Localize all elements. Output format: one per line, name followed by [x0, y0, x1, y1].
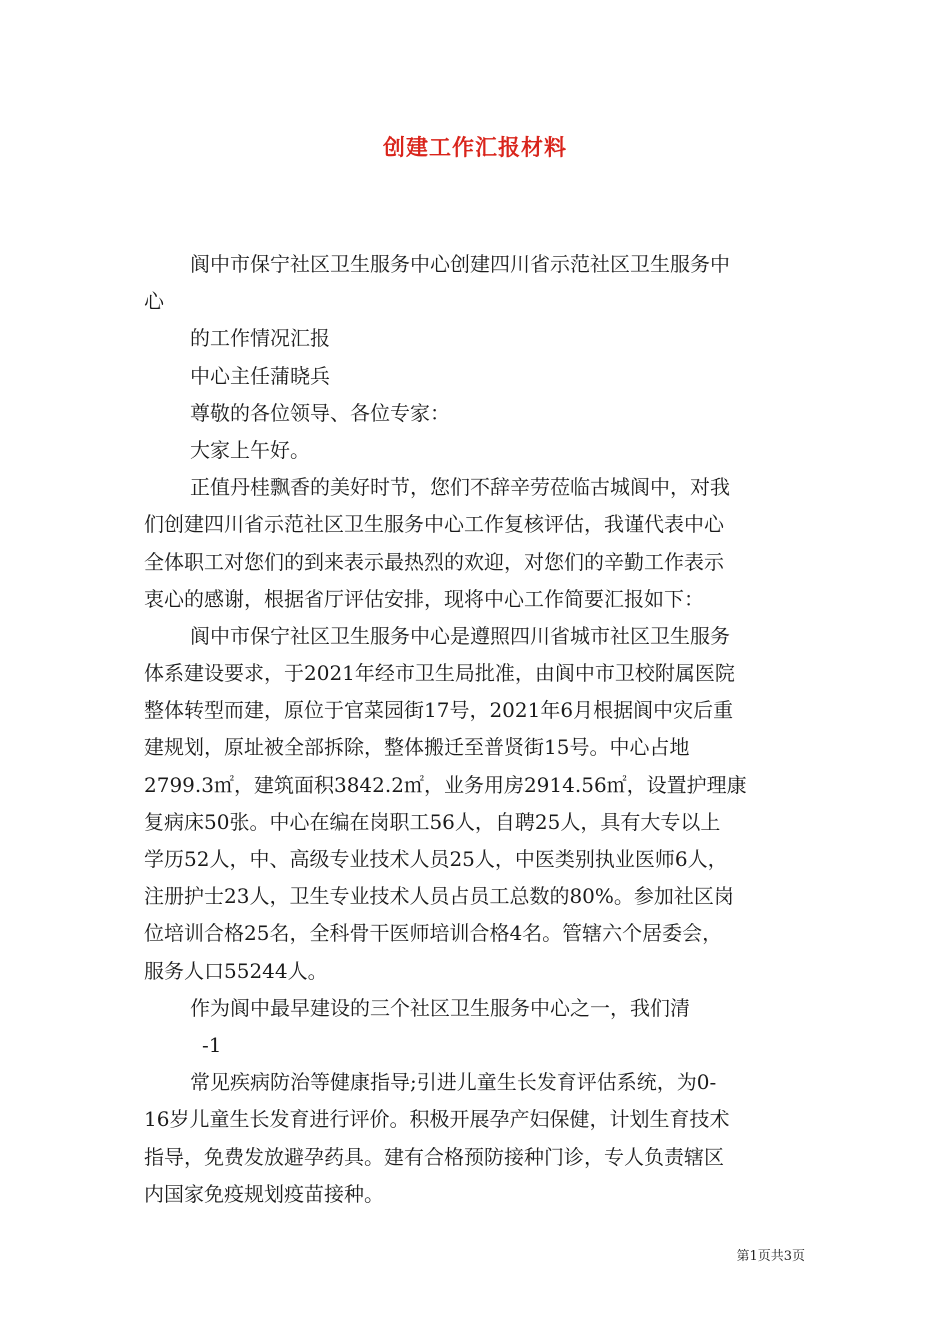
- text-line: 复病床50张。中心在编在岗职工56人，自聘25人，具有大专以上: [144, 809, 721, 834]
- page-marker: -1: [202, 1032, 222, 1057]
- text-line: 衷心的感谢，根据省厅评估安排，现将中心工作简要汇报如下：: [144, 586, 704, 611]
- text-line: 心: [144, 289, 164, 314]
- text-line: 指导，免费发放避孕药具。建有合格预防接种门诊，专人负责辖区: [144, 1144, 724, 1169]
- text-line: 常见疾病防治等健康指导;引进儿童生长发育评估系统，为0-: [190, 1070, 717, 1095]
- text-line: 的工作情况汇报: [190, 326, 330, 351]
- text-line: 尊敬的各位领导、各位专家：: [190, 400, 450, 425]
- text-line: 阆中市保宁社区卫生服务中心创建四川省示范社区卫生服务中: [190, 252, 730, 276]
- document-body: [144, 246, 814, 1213]
- text-line: 整体转型而建，原位于官菜园街17号，2021年6月根据阆中灾后重: [144, 698, 734, 723]
- text-line: 16岁儿童生长发育进行评价。积极开展孕产妇保健，计划生育技术: [144, 1107, 730, 1132]
- text-line: 学历52人，中、高级专业技术人员25人，中医类别执业医师6人，: [144, 847, 728, 871]
- text-line: 大家上午好。: [190, 437, 310, 462]
- text-line: 中心主任蒲晓兵: [190, 363, 330, 388]
- page-indicator: 第1页共3页: [736, 1249, 805, 1264]
- text-line: 服务人口55244人。: [144, 958, 328, 983]
- text-line: 正值丹桂飘香的美好时节，您们不辞辛劳莅临古城阆中，对我: [190, 475, 730, 500]
- text-line: 建规划，原址被全部拆除，整体搬迁至普贤街15号。中心占地: [144, 735, 690, 760]
- text-line: 内国家免疫规划疫苗接种。: [144, 1181, 384, 1206]
- text-line: 作为阆中最早建设的三个社区卫生服务中心之一，我们清: [190, 995, 690, 1020]
- text-line: 阆中市保宁社区卫生服务中心是遵照四川省城市社区卫生服务: [190, 623, 730, 648]
- text-line: 体系建设要求，于2021年经市卫生局批准，由阆中市卫校附属医院: [144, 661, 735, 686]
- text-line: 2799.3㎡，建筑面积3842.2㎡，业务用房2914.56㎡，设置护理康: [144, 772, 747, 797]
- document-title: 创建工作汇报材料: [382, 135, 567, 161]
- text-line: 注册护士23人，卫生专业技术人员占员工总数的80%。参加社区岗: [144, 884, 734, 909]
- text-line: 们创建四川省示范社区卫生服务中心工作复核评估，我谨代表中心: [144, 512, 724, 537]
- text-line: 位培训合格25名，全科骨干医师培训合格4名。管辖六个居委会，: [144, 921, 723, 946]
- text-line: 全体职工对您们的到来表示最热烈的欢迎，对您们的辛勤工作表示: [144, 549, 724, 574]
